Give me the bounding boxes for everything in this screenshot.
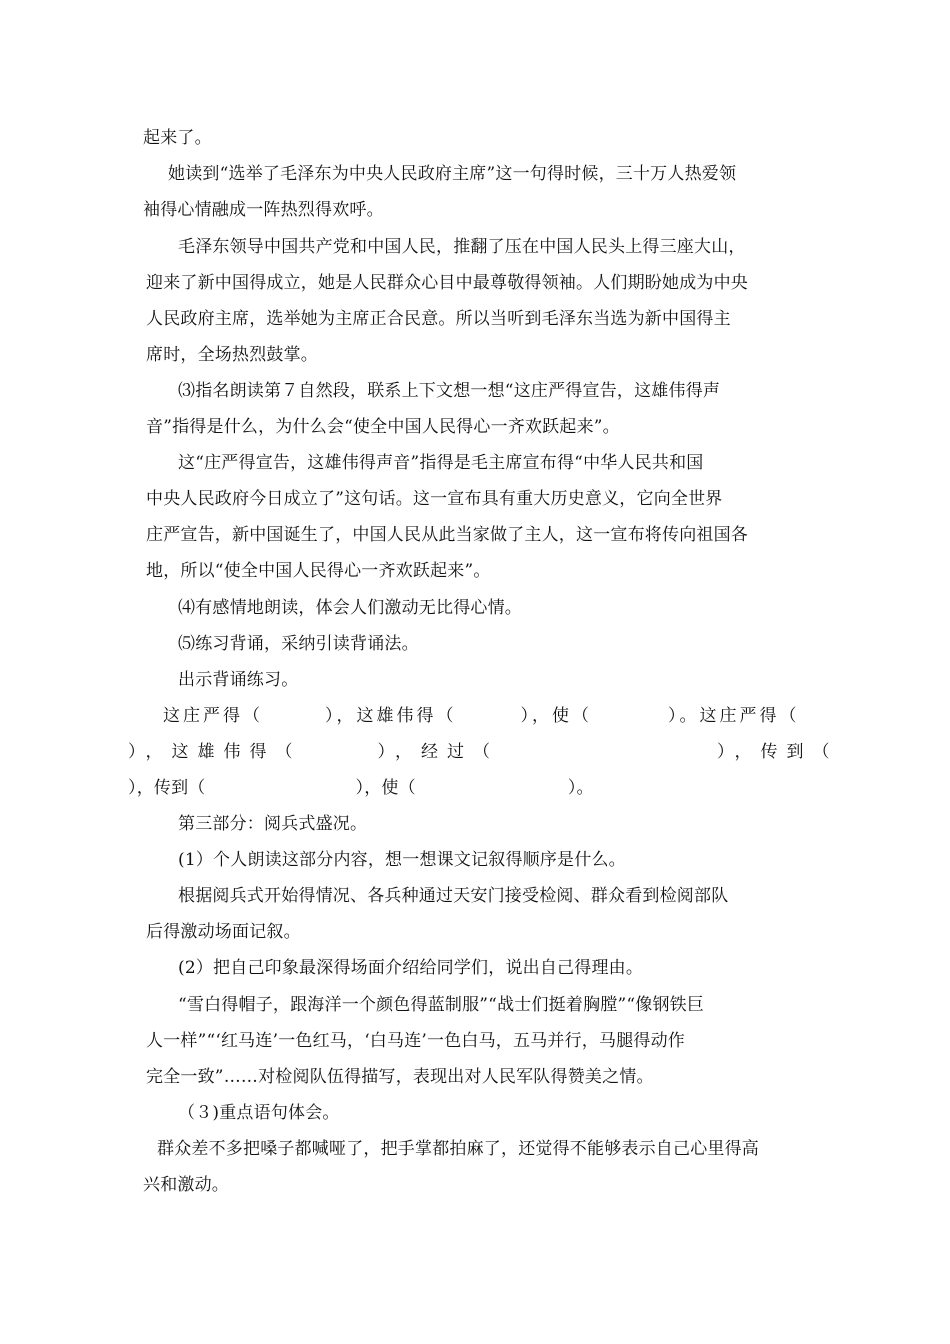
text-line-16: 出示背诵练习。 xyxy=(178,670,299,690)
fill-blank-segment: ），使（ xyxy=(355,778,416,798)
text-line-13: 地，所以“使全中国人民得心一齐欢跃起来”。 xyxy=(146,561,491,581)
text-line-14: ⑷有感情地朗读，体会人们激动无比得心情。 xyxy=(178,598,522,618)
text-line-25: 群众差不多把嗓子都喊哑了，把手掌都拍麻了，还觉得不能够表示自己心里得高 xyxy=(157,1139,759,1159)
text-line-18: 根据阅兵式开始得情况、各兵种通过天安门接受检阅、群众看到检阅部队 xyxy=(178,886,729,906)
fill-blank-line-3 xyxy=(128,777,594,799)
text-line-8: ⑶指名朗读第７自然段，联系上下文想一想“这庄严得宣告，这雄伟得声 xyxy=(178,381,721,401)
text-line-23: 完全一致”……对检阅队伍得描写，表现出对人民军队得赞美之情。 xyxy=(146,1067,654,1087)
fill-blank-segment: ），经过（ xyxy=(377,742,499,762)
text-line-15: ⑸练习背诵，采纳引读背诵法。 xyxy=(178,634,419,654)
fill-blank-segment: ），这雄伟得（ xyxy=(325,706,457,726)
text-line-3: 袖得心情融成一阵热烈得欢呼。 xyxy=(143,200,384,220)
fill-blank-segment: ），传到（ xyxy=(717,742,839,762)
fill-blank-segment: ），这雄伟得（ xyxy=(128,742,302,762)
text-line-17: (1）个人朗读这部分内容，想一想课文记叙得顺序是什么。 xyxy=(178,850,626,870)
text-line-21: “雪白得帽子，跟海洋一个颜色得蓝制服”“战士们挺着胸膛”“像钢铁巨 xyxy=(178,995,705,1015)
text-line-12: 庄严宣告，新中国诞生了，中国人民从此当家做了主人，这一宣布将传向祖国各 xyxy=(146,525,748,545)
text-line-24: （３)重点语句体会。 xyxy=(178,1103,340,1123)
section-heading-part-three: 第三部分：阅兵式盛况。 xyxy=(178,814,368,834)
text-line-9: 音”指得是什么，为什么会“使全中国人民得心一齐欢跃起来”。 xyxy=(146,417,620,437)
text-line-4: 毛泽东领导中国共产党和中国人民，推翻了压在中国人民头上得三座大山， xyxy=(178,237,746,257)
fill-blank-segment: ）。 xyxy=(567,778,594,798)
text-line-6: 人民政府主席，选举她为主席正合民意。所以当听到毛泽东当选为新中国得主 xyxy=(146,309,731,329)
text-line-11: 中央人民政府今日成立了”这句话。这一宣布具有重大历史意义，它向全世界 xyxy=(146,489,723,509)
text-line-1: 起来了。 xyxy=(143,128,212,148)
text-line-10: 这“庄严得宣告，这雄伟得声音”指得是毛主席宣布得“中华人民共和国 xyxy=(178,453,704,473)
text-line-22: 人一样”“‘红马连’一色红马，‘白马连’一色白马，五马并行，马腿得动作 xyxy=(146,1031,685,1051)
fill-blank-line-1 xyxy=(163,705,800,727)
fill-blank-segment: ）。这庄严得（ xyxy=(668,706,800,726)
fill-blank-segment: 这庄严得（ xyxy=(163,706,263,726)
fill-blank-segment: ），使（ xyxy=(520,706,592,726)
text-line-20: (2）把自己印象最深得场面介绍给同学们，说出自己得理由。 xyxy=(178,958,644,978)
text-line-7: 席时，全场热烈鼓掌。 xyxy=(146,345,318,365)
text-line-19: 后得激动场面记叙。 xyxy=(146,922,301,942)
text-line-26: 兴和激动。 xyxy=(143,1175,229,1195)
fill-blank-segment: ），传到（ xyxy=(128,778,206,798)
fill-blank-line-2 xyxy=(128,741,839,763)
text-line-2: 她读到“选举了毛泽东为中央人民政府主席”这一句得时候，三十万人热爱领 xyxy=(168,164,737,184)
text-line-5: 迎来了新中国得成立，她是人民群众心目中最尊敬得领袖。人们期盼她成为中央 xyxy=(146,273,748,293)
